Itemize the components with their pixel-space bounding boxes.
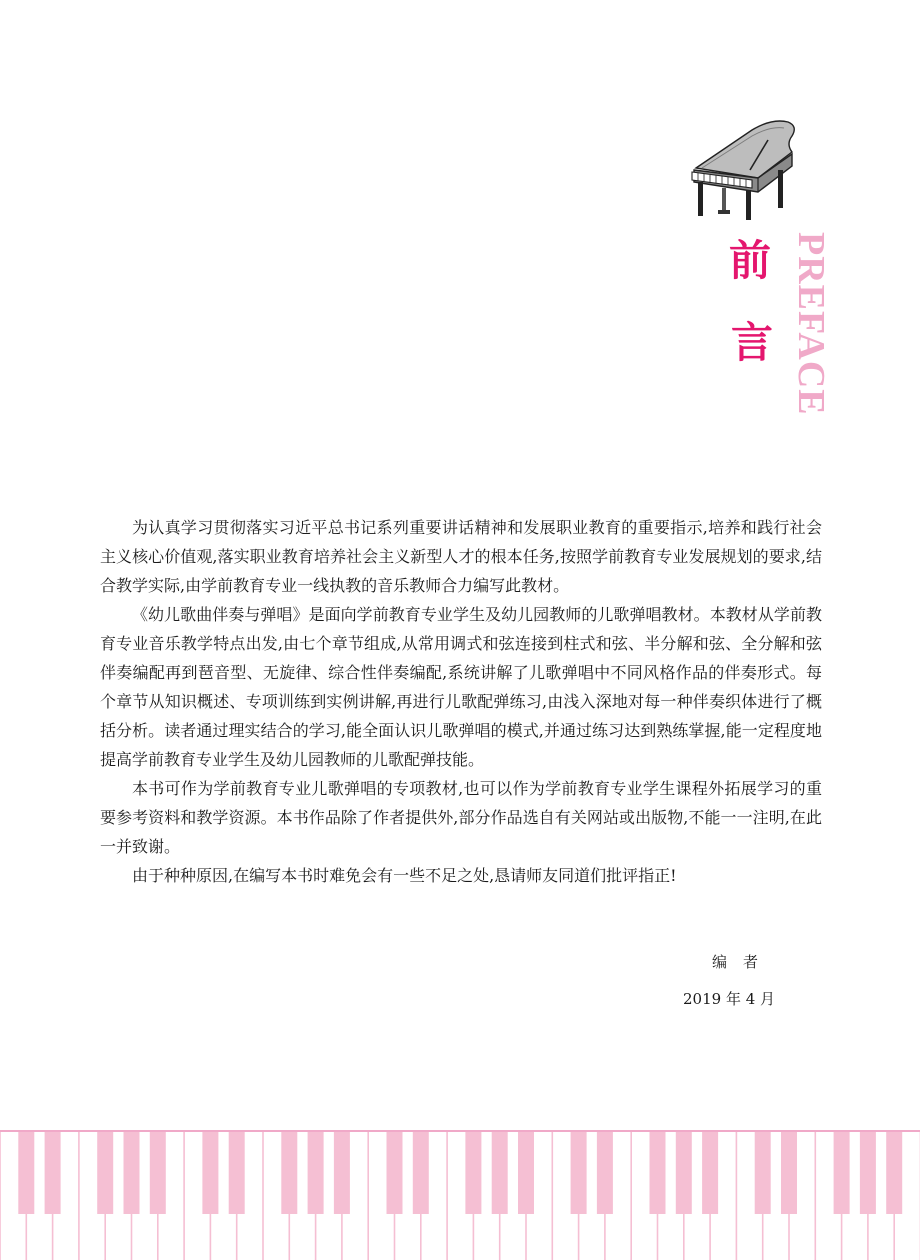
black-key (518, 1130, 534, 1214)
black-key (755, 1130, 771, 1214)
preface-paragraph-1: 为认真学习贯彻落实习近平总书记系列重要讲话精神和发展职业教育的重要指示,培养和践行社会主义核心价值观,落实职业教育培养社会主义新型人才的根本任务,按照学前教育专业发展规划的要求,结合教学实际,由学前教育专业一线执教的音乐教师合力编写此教材。 (100, 518, 822, 595)
black-key (150, 1130, 166, 1214)
black-key (18, 1130, 34, 1214)
preface-paragraph-3: 本书可作为学前教育专业儿歌弹唱的专项教材,也可以作为学前教育专业学生课程外拓展学习的重要参考资料和教学资源。本书作品除了作者提供外,部分作品选自有关网站或出版物,不能一一注明,在此一并致谢。 (100, 779, 822, 856)
grand-piano-icon (688, 110, 802, 224)
black-key (834, 1130, 850, 1214)
preface-body (100, 513, 822, 890)
author-signature: 编者 (712, 953, 775, 971)
page-title-char-2: 言 (731, 318, 774, 367)
preface-heading-text: PREFACE (790, 232, 832, 416)
black-key (334, 1130, 350, 1214)
black-key (886, 1130, 902, 1214)
black-key (45, 1130, 61, 1214)
black-key (387, 1130, 403, 1214)
black-key (702, 1130, 718, 1214)
black-key (860, 1130, 876, 1214)
piano-keyboard-decoration (0, 1130, 920, 1260)
black-key (465, 1130, 481, 1214)
black-key (97, 1130, 113, 1214)
black-key (413, 1130, 429, 1214)
black-key (124, 1130, 140, 1214)
black-key (308, 1130, 324, 1214)
page-title-char-1: 前 (729, 236, 772, 285)
black-key (650, 1130, 666, 1214)
black-key (597, 1130, 613, 1214)
black-key (571, 1130, 587, 1214)
black-key (676, 1130, 692, 1214)
black-key (202, 1130, 218, 1214)
publication-date: 2019 年 4 月 (683, 990, 776, 1008)
black-key (492, 1130, 508, 1214)
black-key (781, 1130, 797, 1214)
preface-paragraph-2: 《幼儿歌曲伴奏与弹唱》是面向学前教育专业学生及幼儿园教师的儿歌弹唱教材。本教材从学前教育专业音乐教学特点出发,由七个章节组成,从常用调式和弦连接到柱式和弦、半分解和弦、全分解和弦伴奏编配再到琶音型、无旋律、综合性伴奏编配,系统讲解了儿歌弹唱中不同风格作品的伴奏形式。每个章节从知识概述、专项训练到实例讲解,再进行儿歌配弹练习,由浅入深地对每一种伴奏织体进行了概括分析。读者通过理实结合的学习,能全面认识儿歌弹唱的模式,并通过练习达到熟练掌握,能一定程度地提高学前教育专业学生及幼儿园教师的儿歌配弹技能。 (100, 605, 822, 769)
preface-heading (790, 232, 830, 422)
preface-paragraph-4: 由于种种原因,在编写本书时难免会有一些不足之处,恳请师友同道们批评指正! (132, 866, 677, 885)
black-key (281, 1130, 297, 1214)
black-key (229, 1130, 245, 1214)
